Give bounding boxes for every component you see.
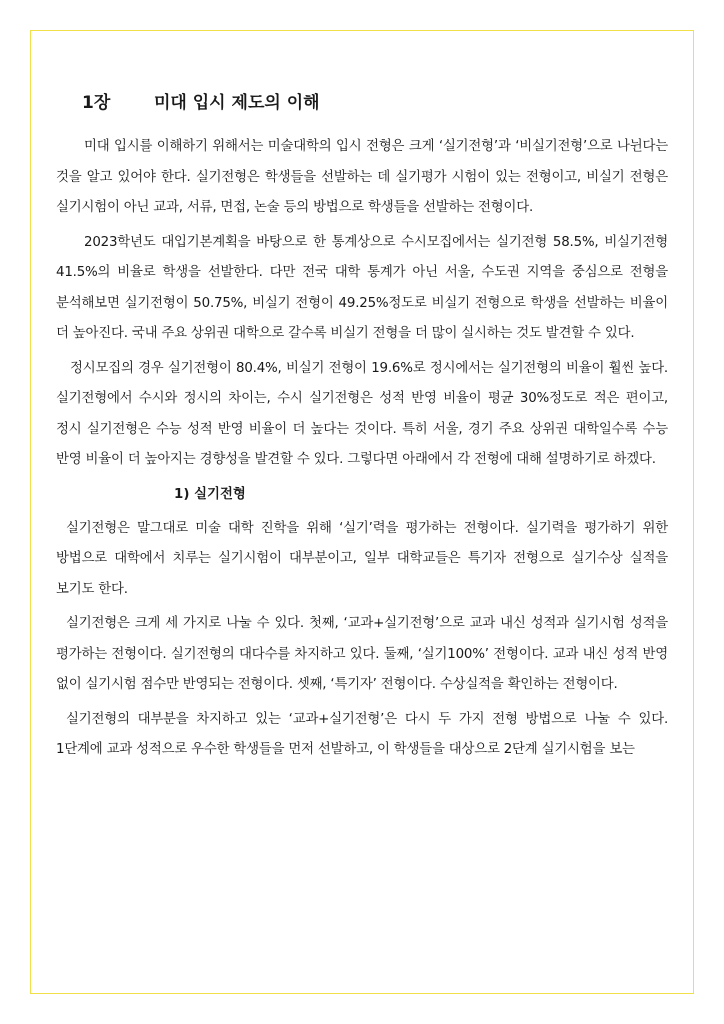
paragraph-silgi-methods: 실기전형의 대부분을 차지하고 있는 ‘교과+실기전형’은 다시 두 가지 전형 방법으로 나눌 수 있다. 1단계에 교과 성적으로 우수한 학생들을 먼저 선발하고, 이 학생들을 대상으로 2단계 실기시험을 보는 <box>56 711 668 757</box>
paragraph-silgi-types: 실기전형은 크게 세 가지로 나눌 수 있다. 첫째, ‘교과+실기전형’으로 교과 내신 성적과 실기시험 성적을 평가하는 전형이다. 실기전형의 대다수를 차지하고 있다. 둘째, ‘실기100%’ 전형이다. 교과 내신 성적 반영 없이 실기시험 점수만 반영되는 전형이다. 셋째, ‘특기자’ 전형이다. 수상실적을 확인하는 전형이다. <box>56 616 668 692</box>
paragraph-susi-stats: 2023학년도 대입기본계획을 바탕으로 한 통계상으로 수시모집에서는 실기전형 58.5%, 비실기전형 41.5%의 비율로 학생을 선발한다. 다만 전국 대학 통계가 아닌 서울, 수도권 지역을 중심으로 전형을 분석해보면 실기전형이 50.75%, 비실기 전형이 49.25%정도로 비실기 전형으로 학생을 선발하는 비율이 더 높아진다. 국내 주요 상위권 대학으로 갈수록 비실기 전형을 더 많이 실시하는 것도 발견할 수 있다. <box>56 234 668 341</box>
paragraph-intro: 미대 입시를 이해하기 위해서는 미술대학의 입시 전형은 크게 ‘실기전형’과 ‘비실기전형’으로 나뉜다는 것을 알고 있어야 한다. 실기전형은 학생들을 선발하는 데 실기평가 시험이 있는 전형이고, 비실기 전형은 실기시험이 아닌 교과, 서류, 면접, 논술 등의 방법으로 학생들을 선발하는 전형이다. <box>56 139 668 215</box>
chapter-title <box>56 88 668 114</box>
paragraph-jeongsi-stats: 정시모집의 경우 실기전형이 80.4%, 비실기 전형이 19.6%로 정시에서는 실기전형의 비율이 훨씬 높다. 실기전형에서 수시와 정시의 차이는, 수시 실기전형은 성적 반영 비율이 평균 30%정도로 적은 편이고, 정시 실기전형은 수능 성적 반영 비율이 더 높다는 것이다. 특히 서울, 경기 주요 상위권 대학일수록 수능 반영 비율이 더 높아지는 경향성을 발견할 수 있다. 그렇다면 아래에서 각 전형에 대해 설명하기로 하겠다. <box>56 360 668 467</box>
paragraph-silgi-definition: 실기전형은 말그대로 미술 대학 진학을 위해 ‘실기’력을 평가하는 전형이다. 실기력을 평가하기 위한 방법으로 대학에서 치루는 실기시험이 대부분이고, 일부 대학교들은 특기자 전형으로 실기수상 실적을 보기도 한다. <box>56 520 668 597</box>
chapter-name: 미대 입시 제도의 이해 <box>154 93 320 113</box>
section-heading: 1) 실기전형 <box>174 486 246 502</box>
document-body <box>56 88 668 770</box>
chapter-number: 1장 <box>82 93 111 113</box>
